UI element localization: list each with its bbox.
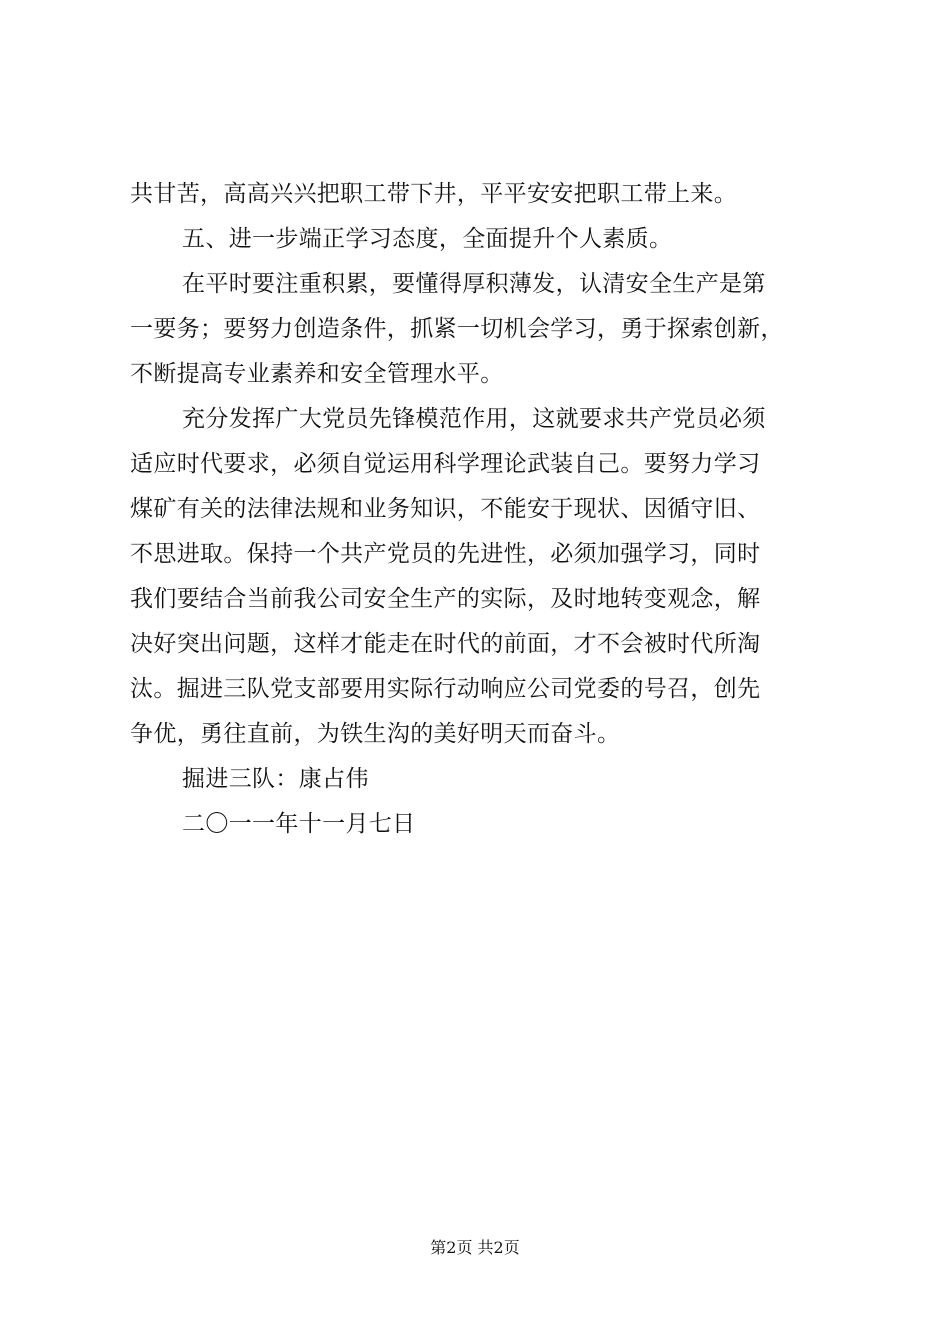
text-line: 一要务；要努力创造条件，抓紧一切机会学习，勇于探索创新， — [130, 316, 784, 342]
document-body — [130, 172, 830, 847]
text-line: 汰。掘进三队党支部要用实际行动响应公司党委的号召，创先 — [130, 676, 761, 702]
text-line: 共甘苦，高高兴兴把职工带下井，平平安安把职工带上来。 — [130, 181, 738, 207]
text-line: 不断提高专业素养和安全管理水平。 — [130, 361, 504, 387]
text-line: 决好突出问题，这样才能走在时代的前面，才不会被时代所淘 — [130, 631, 761, 657]
signature-author: 掘进三队：康占伟 — [182, 766, 369, 792]
page-footer: 第2页 共2页 — [430, 1238, 520, 1257]
section-heading: 五、进一步端正学习态度，全面提升个人素质。 — [182, 226, 673, 252]
text-line: 不思进取。保持一个共产党员的先进性，必须加强学习，同时 — [130, 541, 761, 567]
text-line: 适应时代要求，必须自觉运用科学理论武装自己。要努力学习 — [130, 451, 761, 477]
text-line: 充分发挥广大党员先锋模范作用，这就要求共产党员必须 — [182, 406, 766, 432]
signature-date: 二〇一一年十一月七日 — [182, 811, 416, 837]
text-line: 煤矿有关的法律法规和业务知识，不能安于现状、因循守旧、 — [130, 496, 761, 522]
text-line: 在平时要注重积累，要懂得厚积薄发，认清安全生产是第 — [182, 271, 766, 297]
text-line: 我们要结合当前我公司安全生产的实际，及时地转变观念，解 — [130, 586, 761, 612]
text-line: 争优，勇往直前，为铁生沟的美好明天而奋斗。 — [130, 721, 621, 747]
